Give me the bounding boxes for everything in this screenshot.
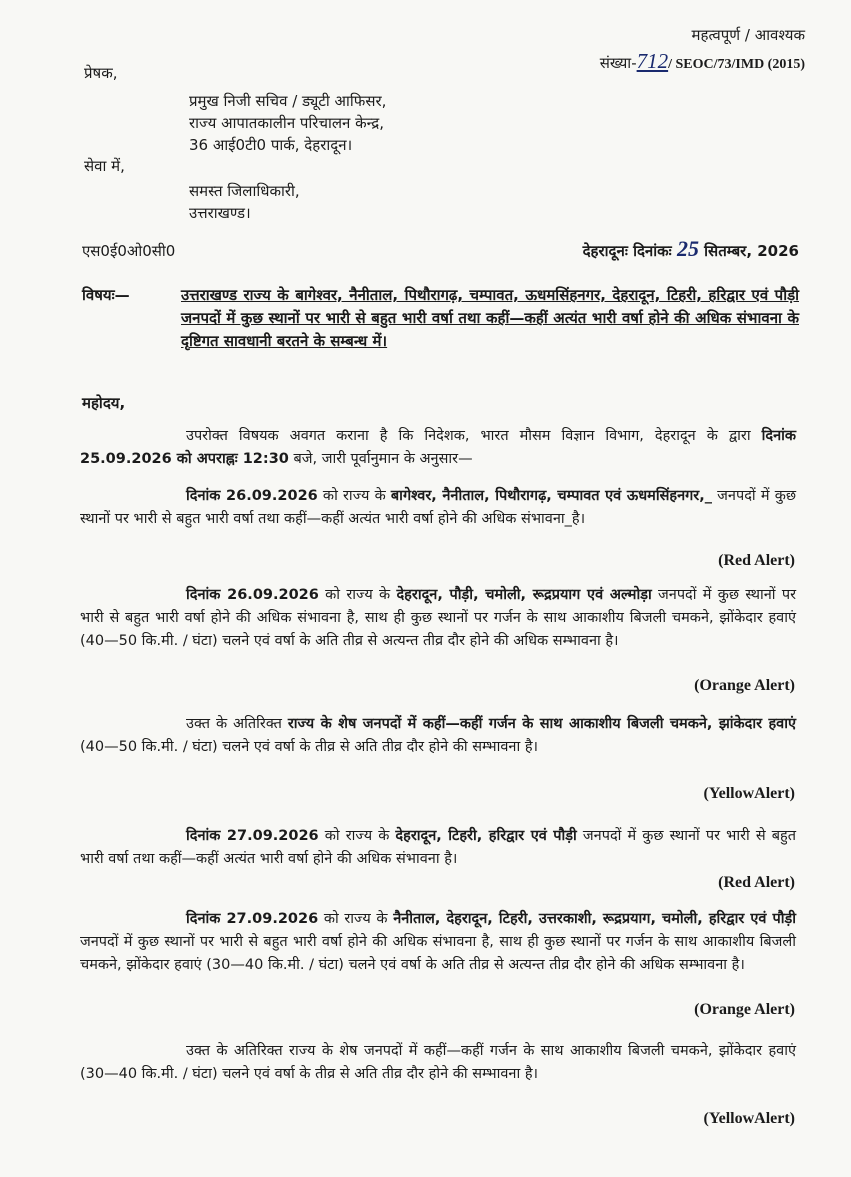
forecast-paragraph-1: [80, 485, 796, 531]
forecast-paragraph-5: [80, 908, 796, 977]
recipient-label: सेवा में,: [84, 157, 125, 175]
sender-label: प्रेषक,: [84, 64, 118, 82]
para-6-text: उक्त के अतिरिक्त राज्य के शेष जनपदों में कहीं—कहीं गर्जन के साथ आकाशीय बिजली चमकने, झोंकेदार हवाएं (30—40 कि.मी. / घंटा) चलने एवं वर्षा के तीव्र से अति तीव्र दौर होने की सम्भावना है।: [80, 1043, 796, 1082]
date-suffix: सितम्बर, 2026: [704, 242, 799, 260]
intro-bold: दिनांक 25.09.2026 को अपराह्नः 12:30: [80, 428, 797, 467]
para-5-mid: को राज्य के: [318, 911, 394, 927]
para-2-mid: को राज्य के: [318, 587, 397, 603]
subject-label: विषयः—: [82, 286, 130, 304]
para-3-mid: उक्त के अतिरिक्त: [186, 716, 288, 732]
intro-part-1: उपरोक्त विषयक अवगत कराना है कि निदेशक, भारत मौसम विज्ञान विभाग, देहरादून के द्वारा: [186, 428, 751, 444]
para-4-districts: देहरादून, टिहरी, हरिद्वार एवं पौड़ी: [395, 828, 577, 844]
priority-label: महत्वपूर्ण / आवश्यक: [691, 26, 805, 44]
intro-paragraph: [80, 425, 796, 471]
alert-label-6: (YellowAlert): [703, 1110, 795, 1127]
salutation: महोदय,: [82, 394, 126, 412]
para-5-text: जनपदों में कुछ स्थानों पर भारी से बहुत भारी वर्षा होने की अधिक संभावना है, साथ ही कुछ स्थानों पर गर्जन के साथ आकाशीय बिजली चमकने, झोंकेदार हवाएं (30—40 कि.मी. / घंटा) चलने एवं वर्षा के अति तीव्र से अत्यन्त तीव्र दौर होने की अधिक सम्भावना है।: [80, 934, 796, 973]
letter-header: [600, 22, 805, 78]
para-4-text: जनपदों में कुछ स्थानों पर भारी से बहुत भारी वर्षा तथा कहीं—कहीं अत्यंत भारी वर्षा होने की अधिक संभावना है।: [80, 828, 797, 867]
ref-number-handwritten: 712: [636, 49, 669, 73]
para-2-text: जनपदों में कुछ स्थानों पर भारी से बहुत भारी वर्षा होने की अधिक संभावना है, साथ ही कुछ स्थानों पर गर्जन के साथ आकाशीय बिजली चमकने, झोंकेदार हवाएं (40—50 कि.मी. / घंटा) चलने एवं वर्षा के अति तीव्र से अत्यन्त तीव्र दौर होने की अधिक सम्भावना है।: [80, 587, 797, 649]
letter-date: [583, 238, 799, 262]
forecast-paragraph-2: [80, 584, 796, 653]
sender-block: [189, 90, 386, 156]
forecast-paragraph-3: [80, 713, 796, 759]
para-4-mid: को राज्य के: [318, 828, 396, 844]
alert-label-2: (Orange Alert): [694, 677, 795, 694]
para-2-districts: देहरादून, पौड़ी, चमोली, रूद्रप्रयाग एवं अल्मोड़ा: [396, 587, 652, 603]
para-1-date: दिनांक 26.09.2026: [186, 488, 318, 504]
para-1-districts: बागेश्वर, नैनीताल, पिथौरागढ़, चम्पावत एवं ऊधमसिंहनगर,_: [390, 488, 712, 504]
subject-body: उत्तराखण्ड राज्य के बागेश्वर, नैनीताल, पिथौरागढ़, चम्पावत, ऊधमसिंहनगर, देहरादून, टिहरी, हरिद्वार एवं पौड़ी जनपदों में कुछ स्थानों पर भारी से बहुत भारी वर्षा तथा कहीं—कहीं अत्यंत भारी वर्षा होने की अधिक संभावना के दृष्टिगत सावधानी बरतने के सम्बन्ध में।: [181, 286, 799, 350]
ref-prefix: संख्या-: [599, 54, 637, 72]
date-prefix: देहरादूनः दिनांकः: [582, 242, 672, 260]
para-3-text: (40—50 कि.मी. / घंटा) चलने एवं वर्षा के तीव्र से अति तीव्र दौर होने की सम्भावना है।: [80, 739, 539, 755]
sender-line-2: राज्य आपातकालीन परिचालन केन्द्र,: [189, 114, 385, 132]
recipient-line-1: समस्त जिलाधिकारी,: [189, 182, 300, 200]
forecast-paragraph-4: [80, 825, 796, 871]
sender-line-1: प्रमुख निजी सचिव / ड्यूटी आफिसर,: [189, 92, 387, 110]
alert-label-4: (Red Alert): [718, 874, 795, 891]
office-code: एस0ई0ओ0सी0: [82, 242, 176, 260]
para-5-districts: नैनीताल, देहरादून, टिहरी, उत्तरकाशी, रूद्रप्रयाग, चमोली, हरिद्वार एवं पौड़ी: [393, 911, 796, 927]
sender-line-3: 36 आई0टी0 पार्क, देहरादून।: [189, 136, 353, 154]
intro-part-2: बजे, जारी पूर्वानुमान के अनुसार—: [288, 451, 473, 467]
forecast-paragraph-6: [80, 1040, 796, 1086]
subject-text: [181, 284, 799, 353]
para-2-date: दिनांक 26.09.2026: [186, 587, 319, 603]
para-1-text: जनपदों में कुछ स्थानों पर भारी से बहुत भारी वर्षा तथा कहीं—कहीं अत्यंत भारी वर्षा होने की अधिक संभावना_है।: [80, 488, 797, 527]
para-4-date: दिनांक 27.09.2026: [186, 828, 319, 844]
recipient-block: [189, 180, 300, 224]
alert-label-5: (Orange Alert): [694, 1001, 795, 1018]
para-3-bold: राज्य के शेष जनपदों में कहीं—कहीं गर्जन के साथ आकाशीय बिजली चमकने, झांकेदार हवाएं: [287, 716, 796, 732]
ref-suffix: / SEOC/73/IMD (2015): [668, 57, 805, 72]
date-day-handwritten: 25: [676, 236, 699, 261]
alert-label-3: (YellowAlert): [703, 785, 795, 802]
para-5-date: दिनांक 27.09.2026: [186, 911, 319, 927]
recipient-line-2: उत्तराखण्ड।: [189, 204, 251, 222]
para-1-mid: को राज्य के: [317, 488, 391, 504]
alert-label-1: (Red Alert): [718, 552, 795, 569]
